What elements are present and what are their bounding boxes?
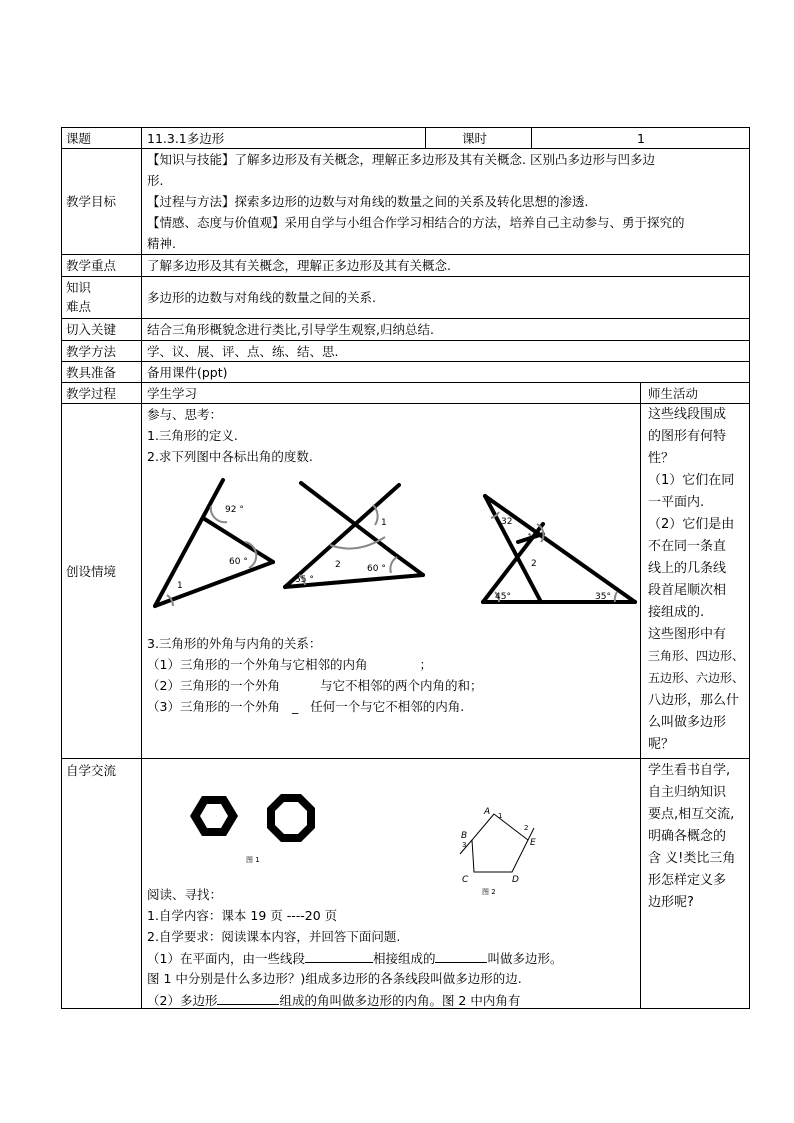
method-value: 学、议、展、评、点、练、结、思. (147, 344, 339, 359)
scenario-line-3: 2.求下列图中各标出角的度数. (147, 449, 313, 464)
process-label: 教学过程 (66, 386, 117, 401)
triangle-figure-3 (475, 488, 640, 608)
triangle-figure-1 (145, 470, 285, 615)
pentagon-angle-2: 2 (524, 824, 529, 832)
fig2-angle-55: 55 ° (295, 575, 314, 585)
difficulty-label-2: 难点 (66, 299, 92, 314)
objective-process: 【过程与方法】探索多边形的边数与对角线的数量之间的关系及转化思想的渗透. (147, 194, 589, 209)
selfstudy-line-2: 1.自学内容：课本 19 页 ----20 页 (147, 908, 338, 923)
entry-label: 切入关键 (66, 322, 117, 337)
selfstudy-line-4: （1）在平面内，由一些线段 相接组成的 叫做多边形。 (147, 951, 563, 966)
objective-knowledge: 【知识与技能】了解多边形及有关概念，理解正多边形及其有关概念. 区别凸多边形与凹多边 (147, 152, 655, 167)
objective-attitude: 【情感、态度与价值观】采用自学与小组合作学习相结合的方法，培养自己主动参与、勇于探究的 (147, 215, 685, 230)
key-point-label: 教学重点 (66, 258, 117, 273)
pentagon-vertex-b: B (461, 831, 468, 841)
fig3-angle-32: 32 ° (501, 517, 520, 527)
selfstudy-label: 自学交流 (66, 763, 117, 778)
entry-value: 结合三角形概貌念进行类比,引导学生观察,归纳总结. (147, 322, 434, 337)
method-label: 教学方法 (66, 344, 117, 359)
figure-2-caption: 图 2 (482, 888, 496, 896)
period-value: 1 (637, 131, 645, 146)
scenario-label: 创设情境 (66, 564, 117, 579)
fig1-angle-92: 92 ° (225, 505, 244, 515)
key-point-value: 了解多边形及其有关概念，理解正多边形及其有关概念. (147, 258, 451, 273)
pentagon-vertex-e: E (530, 838, 536, 848)
scenario-q3-3: （3）三角形的一个外角 _ 任何一个与它不相邻的内角. (147, 699, 465, 714)
fig3-angle-2: 2 (531, 559, 537, 569)
fig3-angle-35: 35° (595, 592, 611, 602)
scenario-question-3: 3.三角形的外角与内角的关系： (147, 636, 322, 651)
pentagon-angle-3: 3 (462, 841, 467, 849)
selfstudy-line-5: 图 1 中分别是什么多边形？)组成多边形的各条线段叫做多边形的边. (147, 971, 522, 986)
process-col-student: 学生学习 (147, 386, 198, 401)
figure-1-caption: 图 1 (246, 856, 260, 864)
triangle-figure-2 (275, 475, 430, 600)
difficulty-label-1: 知识 (66, 280, 92, 295)
fig2-angle-2: 2 (335, 560, 341, 570)
fig3-angle-45: 45° (495, 592, 511, 602)
process-col-activity: 师生活动 (648, 386, 699, 401)
fig3-angle-1: 1 (527, 533, 533, 543)
scenario-line-1: 参与、思考： (147, 407, 223, 422)
tools-value: 备用课件(ppt) (147, 365, 228, 380)
fig1-angle-60: 60 ° (229, 557, 248, 567)
difficulty-value: 多边形的边数与对角线的数量之间的关系. (147, 290, 376, 305)
objective-knowledge-cont: 形. (147, 173, 164, 188)
period-label: 课时 (462, 131, 488, 146)
scenario-line-2: 1.三角形的定义. (147, 428, 238, 443)
pentagon-figure (448, 800, 558, 900)
pentagon-vertex-d: D (512, 875, 519, 885)
scenario-q3-2: （2）三角形的一个外角 与它不相邻的两个内角的和； (147, 678, 483, 693)
fig2-angle-60: 60 ° (367, 564, 386, 574)
topic-label: 课题 (66, 131, 92, 146)
pentagon-angle-1: 1 (498, 812, 503, 820)
objectives-label: 教学目标 (66, 194, 117, 209)
selfstudy-line-1: 阅读、寻找： (147, 887, 223, 902)
fig2-angle-1: 1 (381, 518, 387, 528)
pentagon-vertex-c: C (462, 875, 469, 885)
polygon-rings-figure (178, 790, 338, 870)
selfstudy-line-3: 2.自学要求：阅读课本内容，并回答下面问题. (147, 929, 401, 944)
pentagon-vertex-a: A (484, 807, 491, 817)
tools-label: 教具准备 (66, 365, 117, 380)
fig1-angle-1: 1 (177, 581, 183, 591)
selfstudy-line-6: （2）多边形 组成的角叫做多边形的内角。图 2 中内角有 (147, 993, 521, 1008)
topic-value: 11.3.1多边形 (147, 131, 225, 146)
objective-attitude-cont: 精神. (147, 236, 176, 251)
scenario-q3-1: （1）三角形的一个外角与它相邻的内角 ； (147, 657, 432, 672)
